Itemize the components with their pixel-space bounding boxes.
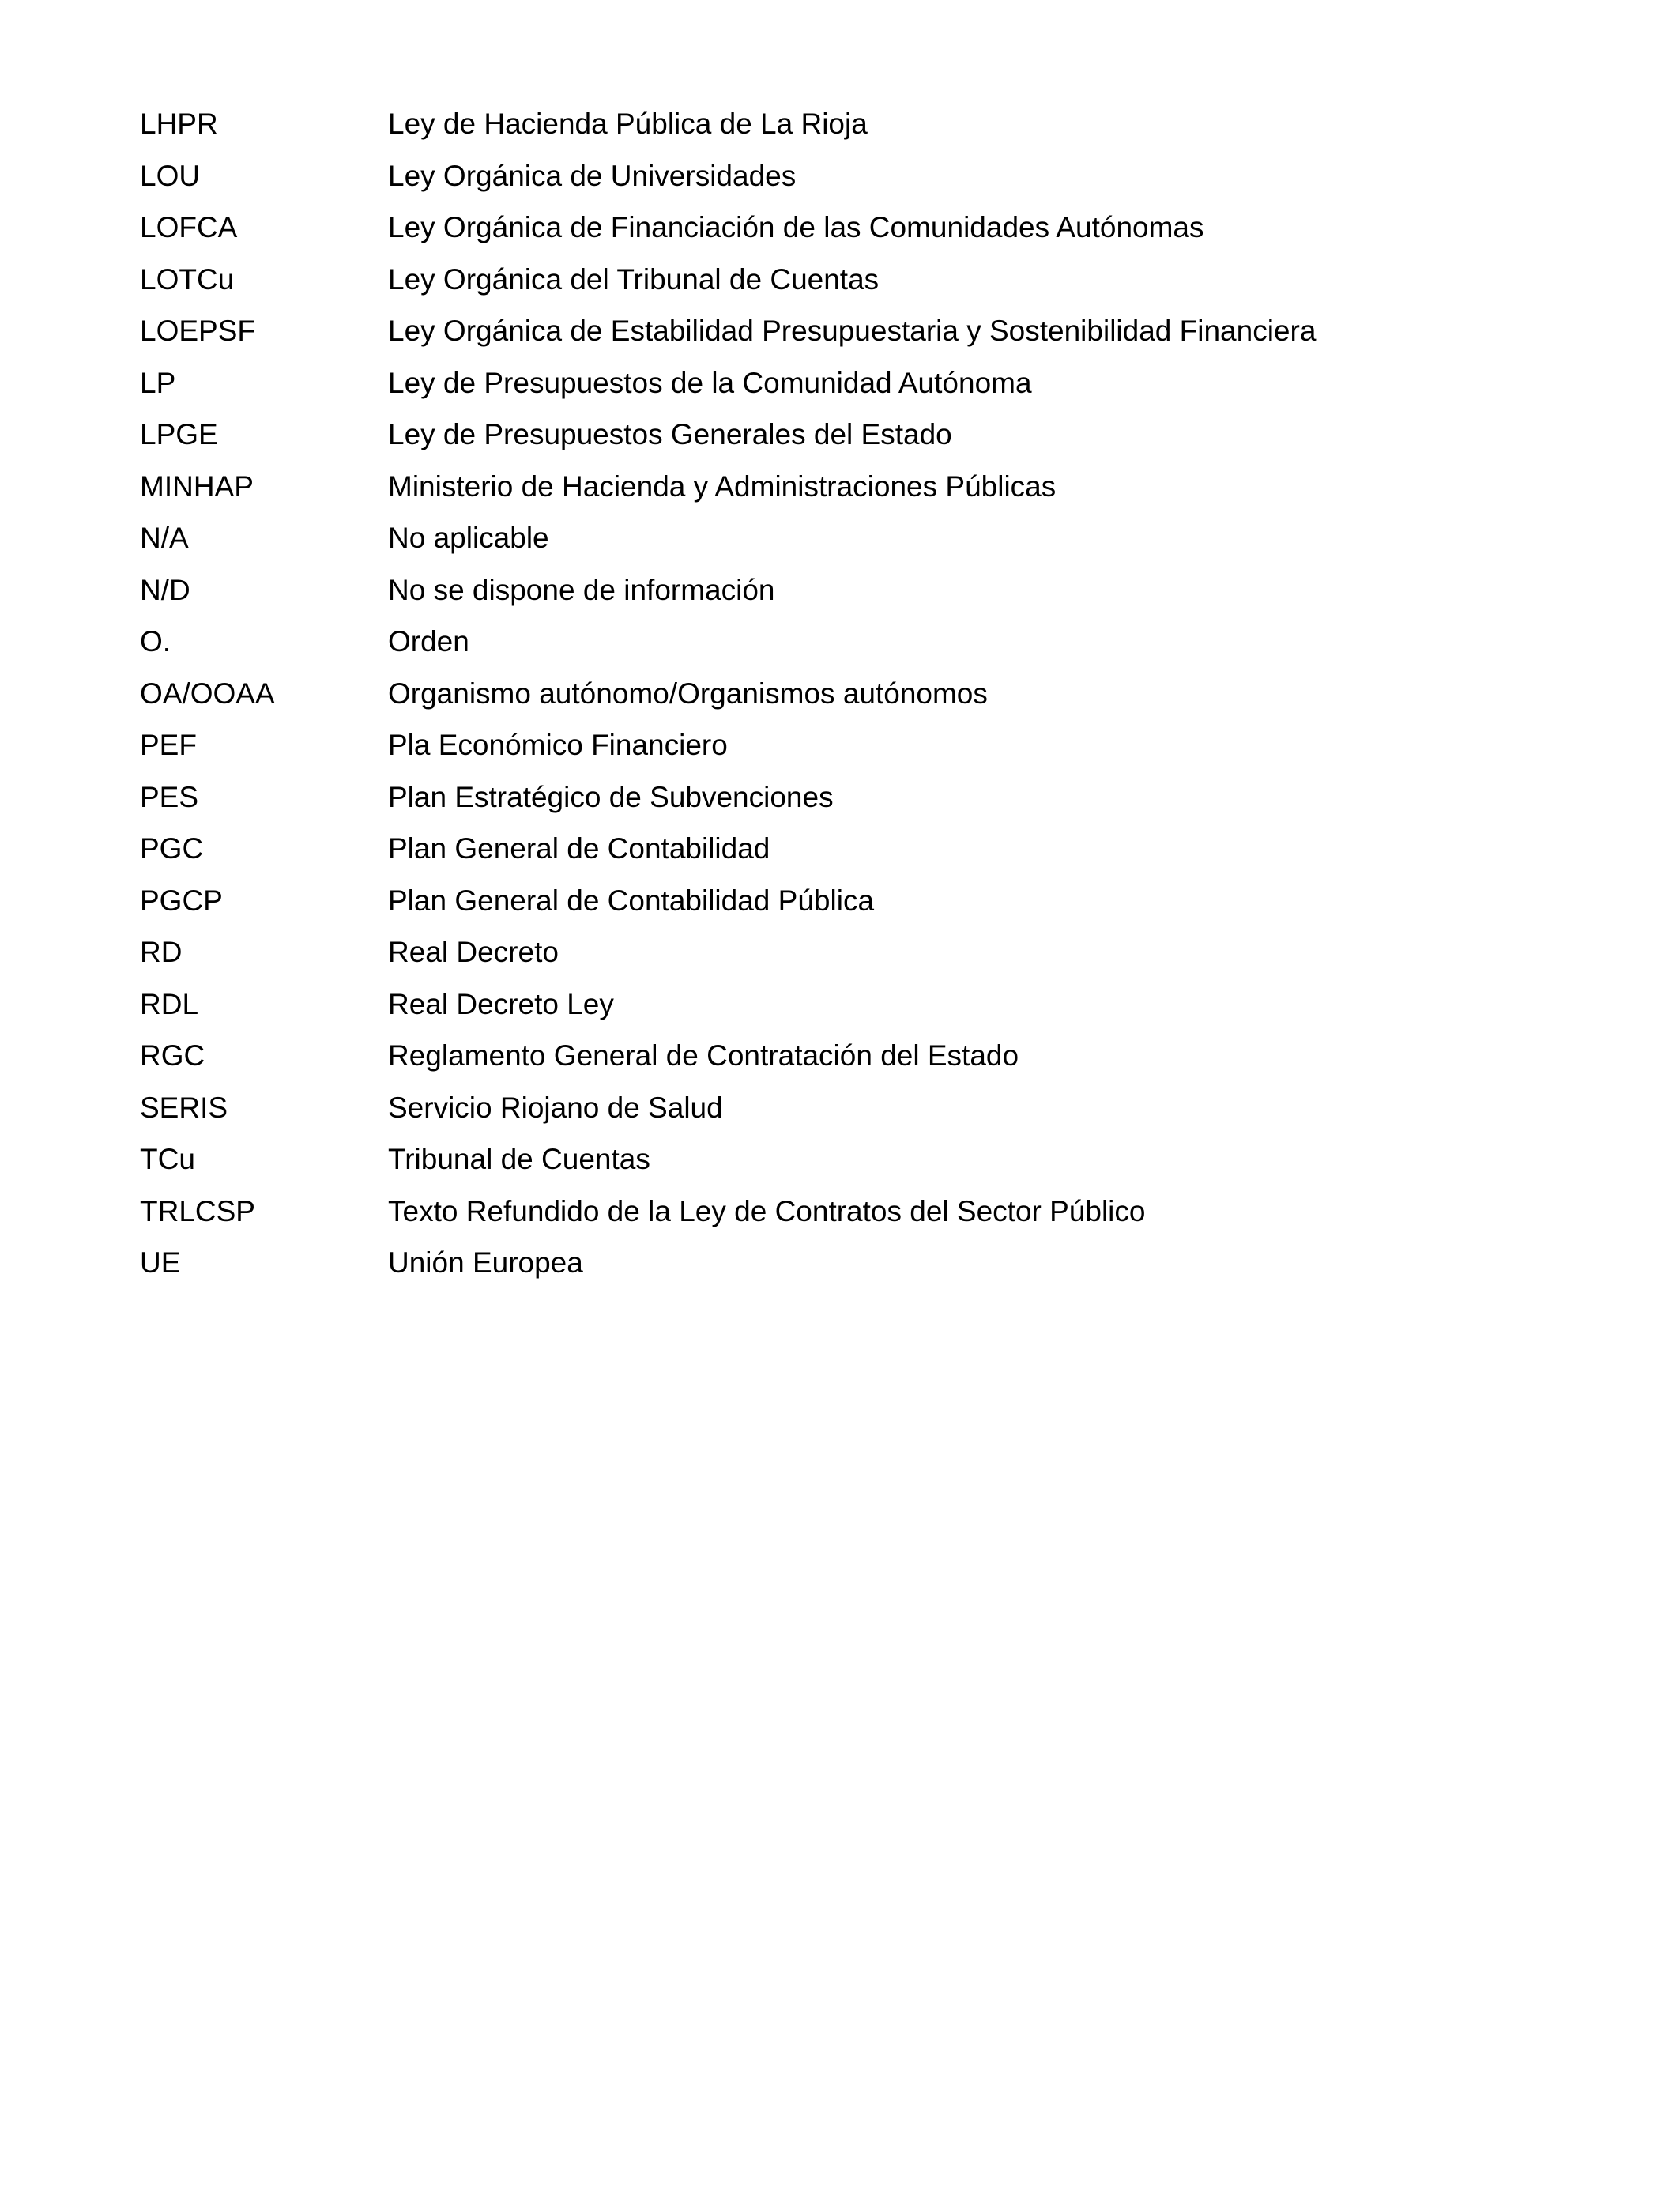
list-item — [140, 360, 1602, 413]
list-item — [140, 153, 1602, 205]
abbreviation-code: LOEPSF — [140, 315, 255, 347]
list-item — [140, 722, 1602, 775]
list-item — [140, 1189, 1602, 1241]
abbreviation-meaning: Ley de Hacienda Pública de La Rioja — [388, 107, 868, 140]
list-item — [140, 567, 1602, 620]
abbreviation-code: SERIS — [140, 1091, 228, 1124]
abbreviation-code: PEF — [140, 729, 197, 761]
abbreviation-code: MINHAP — [140, 469, 254, 503]
abbreviation-code: LPGE — [140, 418, 218, 450]
abbreviation-code: LOFCA — [140, 211, 238, 243]
list-item — [140, 1085, 1602, 1137]
abbreviation-list — [140, 101, 1602, 1292]
abbreviation-code: LP — [140, 366, 176, 399]
abbreviation-code: N/A — [140, 522, 189, 554]
abbreviation-code: RGC — [140, 1039, 205, 1072]
abbreviation-meaning: No aplicable — [388, 522, 549, 554]
abbreviation-meaning: Pla Económico Financiero — [388, 729, 728, 761]
list-item — [140, 826, 1602, 878]
abbreviation-meaning: Real Decreto — [388, 936, 559, 968]
abbreviation-meaning: Ministerio de Hacienda y Administraciones Públicas — [388, 469, 1057, 503]
abbreviation-meaning: Reglamento General de Contratación del Estado — [388, 1039, 1019, 1072]
list-item — [140, 1137, 1602, 1189]
abbreviation-meaning: Ley Orgánica de Financiación de las Comunidades Autónomas — [388, 211, 1204, 243]
abbreviation-code: UE — [140, 1246, 181, 1279]
list-item — [140, 878, 1602, 930]
abbreviation-meaning: Plan General de Contabilidad Pública — [388, 884, 875, 917]
abbreviation-code: OA/OOAA — [140, 677, 275, 710]
abbreviation-meaning: No se dispone de información — [388, 573, 775, 606]
abbreviation-code: O. — [140, 625, 171, 658]
abbreviation-meaning: Plan Estratégico de Subvenciones — [388, 780, 834, 813]
abbreviation-code: PGCP — [140, 884, 223, 917]
abbreviation-meaning: Orden — [388, 625, 469, 658]
list-item — [140, 257, 1602, 309]
abbreviation-meaning: Texto Refundido de la Ley de Contratos del Sector Público — [388, 1194, 1146, 1227]
list-item — [140, 101, 1602, 153]
list-item — [140, 464, 1602, 516]
list-item — [140, 1240, 1602, 1292]
abbreviation-meaning: Unión Europea — [388, 1246, 583, 1279]
abbreviation-code: LOU — [140, 159, 201, 192]
abbreviation-meaning: Servicio Riojano de Salud — [388, 1091, 723, 1124]
list-item — [140, 205, 1602, 257]
list-item — [140, 671, 1602, 723]
abbreviation-code: LOTCu — [140, 262, 235, 296]
abbreviation-meaning: Real Decreto Ley — [388, 987, 614, 1020]
abbreviation-meaning: Organismo autónomo/Organismos autónomos — [388, 677, 988, 710]
abbreviation-meaning: Tribunal de Cuentas — [388, 1143, 650, 1175]
abbreviation-code: LHPR — [140, 107, 218, 140]
abbreviation-meaning: Ley Orgánica de Estabilidad Presupuestaria y Sostenibilidad Financiera — [388, 315, 1317, 347]
list-item — [140, 1033, 1602, 1085]
abbreviation-meaning: Ley de Presupuestos de la Comunidad Autónoma — [388, 366, 1032, 399]
list-item — [140, 929, 1602, 982]
list-item — [140, 619, 1602, 671]
abbreviation-meaning: Plan General de Contabilidad — [388, 832, 770, 865]
list-item — [140, 308, 1602, 360]
abbreviation-code: RD — [140, 936, 183, 968]
list-item — [140, 982, 1602, 1034]
abbreviation-code: TRLCSP — [140, 1194, 255, 1227]
abbreviation-meaning: Ley Orgánica del Tribunal de Cuentas — [388, 262, 880, 296]
abbreviation-meaning: Ley de Presupuestos Generales del Estado — [388, 418, 952, 450]
abbreviation-code: N/D — [140, 573, 190, 606]
list-item — [140, 515, 1602, 567]
abbreviation-code: PES — [140, 780, 199, 813]
abbreviation-code: TCu — [140, 1143, 195, 1175]
abbreviation-code: PGC — [140, 832, 204, 865]
list-item — [140, 412, 1602, 464]
abbreviation-meaning: Ley Orgánica de Universidades — [388, 159, 797, 192]
list-item — [140, 775, 1602, 827]
abbreviation-code: RDL — [140, 987, 199, 1020]
